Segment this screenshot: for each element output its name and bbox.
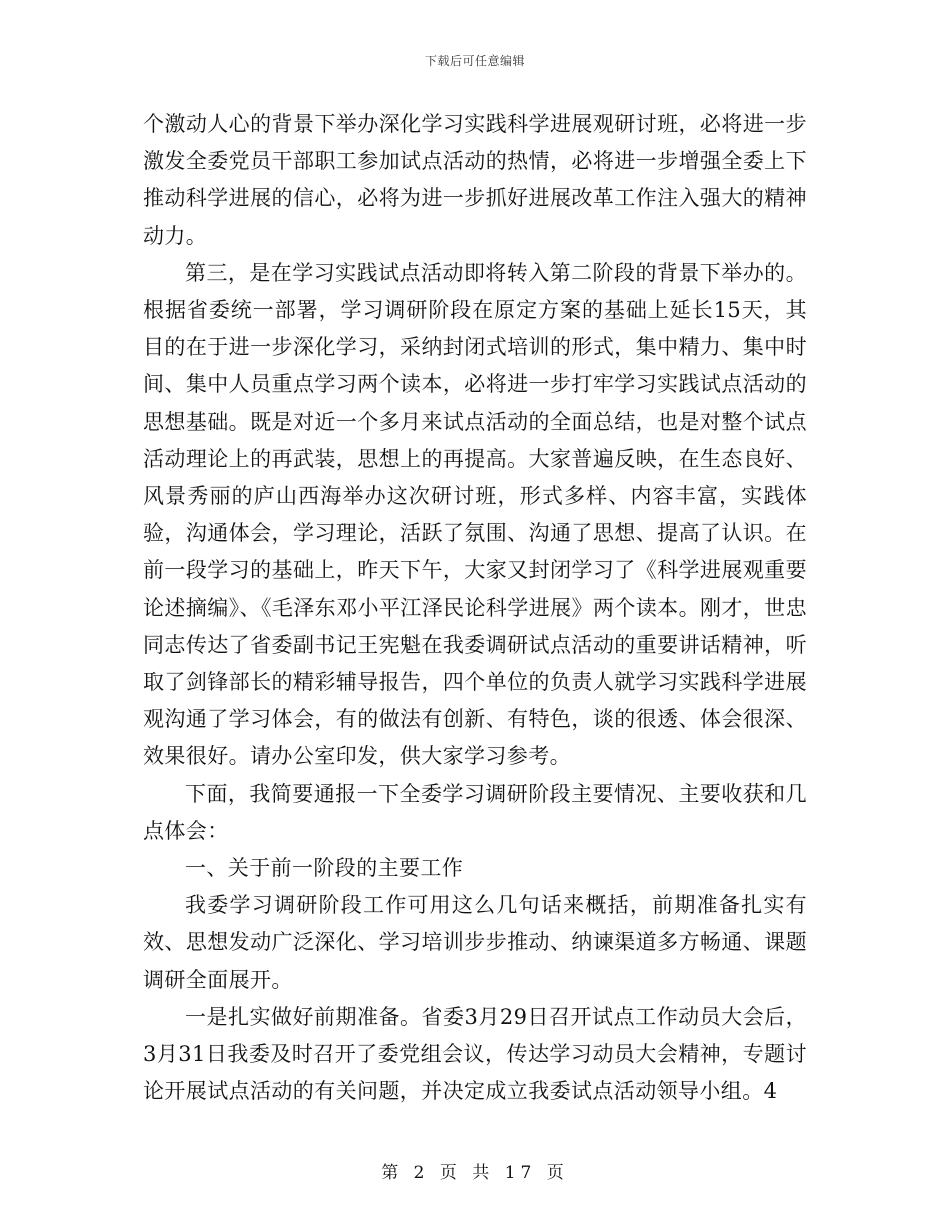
section-heading-1: 一、关于前一阶段的主要工作 xyxy=(185,856,464,881)
paragraph-2: 第三，是在学习实践试点活动即将转入第二阶段的背景下举办的。根据省委统一部署，学习调研阶段在原定方案的基础上延长15天，其目的在于进一步深化学习，采纳封闭式培训的形式，集中精力、集中时间、集中人员重点学习两个读本，必将进一步打牢学习实践试点活动的思想基础。既是对近一个多月来试点活动的全面总结，也是对整个试点活动理论上的再武装，思想上的再提高。大家普遍反映，在生态良好、风景秀丽的庐山西海举办这次研讨班，形式多样、内容丰富，实践体验，沟通体会，学习理论，活跃了氛围、沟通了思想、提高了认识。在前一段学习的基础上，昨天下午，大家又封闭学习了《科学进展观重要论述摘编》、《毛泽东邓小平江泽民论科学进展》两个读本。刚才，世忠同志传达了省委副书记王宪魁在我委调研试点活动的重要讲话精神，听取了剑锋部长的精彩辅导报告，四个单位的负责人就学习实践科学进展观沟通了学习体会，有的做法有创新、有特色，谈的很透、体会很深、效果很好。请办公室印发，供大家学习参考。 xyxy=(143,260,807,769)
paragraph-5: 一是扎实做好前期准备。省委3月29日召开试点工作动员大会后，3月31日我委及时召开了委党组会议，传达学习动员大会精神，专题讨论开展试点活动的有关问题，并决定成立我委试点活动领导小组。4 xyxy=(143,1004,807,1104)
paragraph-4: 我委学习调研阶段工作可用这么几句话来概括，前期准备扎实有效、思想发动广泛深化、学习培训步步推动、纳谏渠道多方畅通、课题调研全面展开。 xyxy=(143,893,807,992)
page-header: 下载后可任意编辑 xyxy=(424,54,525,68)
paragraph-3: 下面，我简要通报一下全委学习调研阶段主要情况、主要收获和几点体会： xyxy=(143,781,807,843)
page-number-footer: 第 2 页 共 17 页 xyxy=(381,1163,569,1183)
document-body xyxy=(143,106,807,1110)
paragraph-1: 个激动人心的背景下举办深化学习实践科学进展观研讨班，必将进一步激发全委党员干部职工参加试点活动的热情，必将进一步增强全委上下推动科学进展的信心，必将为进一步抓好进展改革工作注入强大的精神动力。 xyxy=(143,112,807,248)
